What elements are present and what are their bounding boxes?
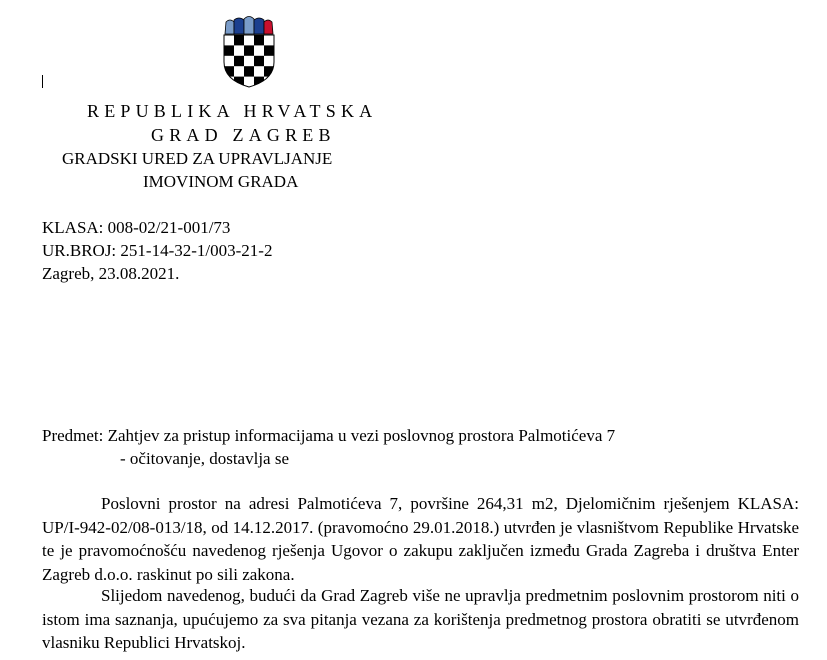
header-office-line2: IMOVINOM GRADA [143,172,299,191]
shield-check [264,45,274,55]
klasa-line: KLASA: 008-02/21-001/73 [42,218,231,237]
header-city: GRAD ZAGREB [151,125,336,145]
shield-check [234,56,244,66]
shield-check [254,35,264,45]
body-paragraph-2: Slijedom navedenog, budući da Grad Zagreb više ne upravlja predmetnim poslovnim prostorom niti o istom ima saznanja, upućujemo za sva pitanja vezana za korištenja predmetnog prostora obratiti se utvrđenom vlasniku Republici Hrvatskoj. [42,586,799,652]
place-date-line: Zagreb, 23.08.2021. [42,264,180,283]
croatian-coat-of-arms-icon [222,14,276,88]
urbroj-line: UR.BROJ: 251-14-32-1/003-21-2 [42,241,273,260]
subject-subline: - očitovanje, dostavlja se [120,449,290,468]
shield-check [254,56,264,66]
shield-check [224,45,234,55]
text-cursor [42,75,43,88]
shield-check [244,66,254,76]
shield-check [244,45,254,55]
subject-line: Predmet: Zahtjev za pristup informacijama u vezi poslovnog prostora Palmotićeva 7 [42,426,616,445]
header-country: REPUBLIKA HRVATSKA [87,101,378,121]
header-office-line1: GRADSKI URED ZA UPRAVLJANJE [62,149,333,168]
body-paragraph-1: Poslovni prostor na adresi Palmotićeva 7, površine 264,31 m2, Djelomičnim rješenjem KLASA: UP/I-942-02/08-013/18, od 14.12.2017. (pravomoćno 29.01.2018.) utvrđen je vlasništvom Republike Hrvatske te je pravomoćnošću navedenog rješenja Ugovor o zakupu zaključen između Grada Zagreba i društva Enter Zagreb d.o.o. raskinut po sili zakona. [42,494,799,584]
shield-check [234,35,244,45]
